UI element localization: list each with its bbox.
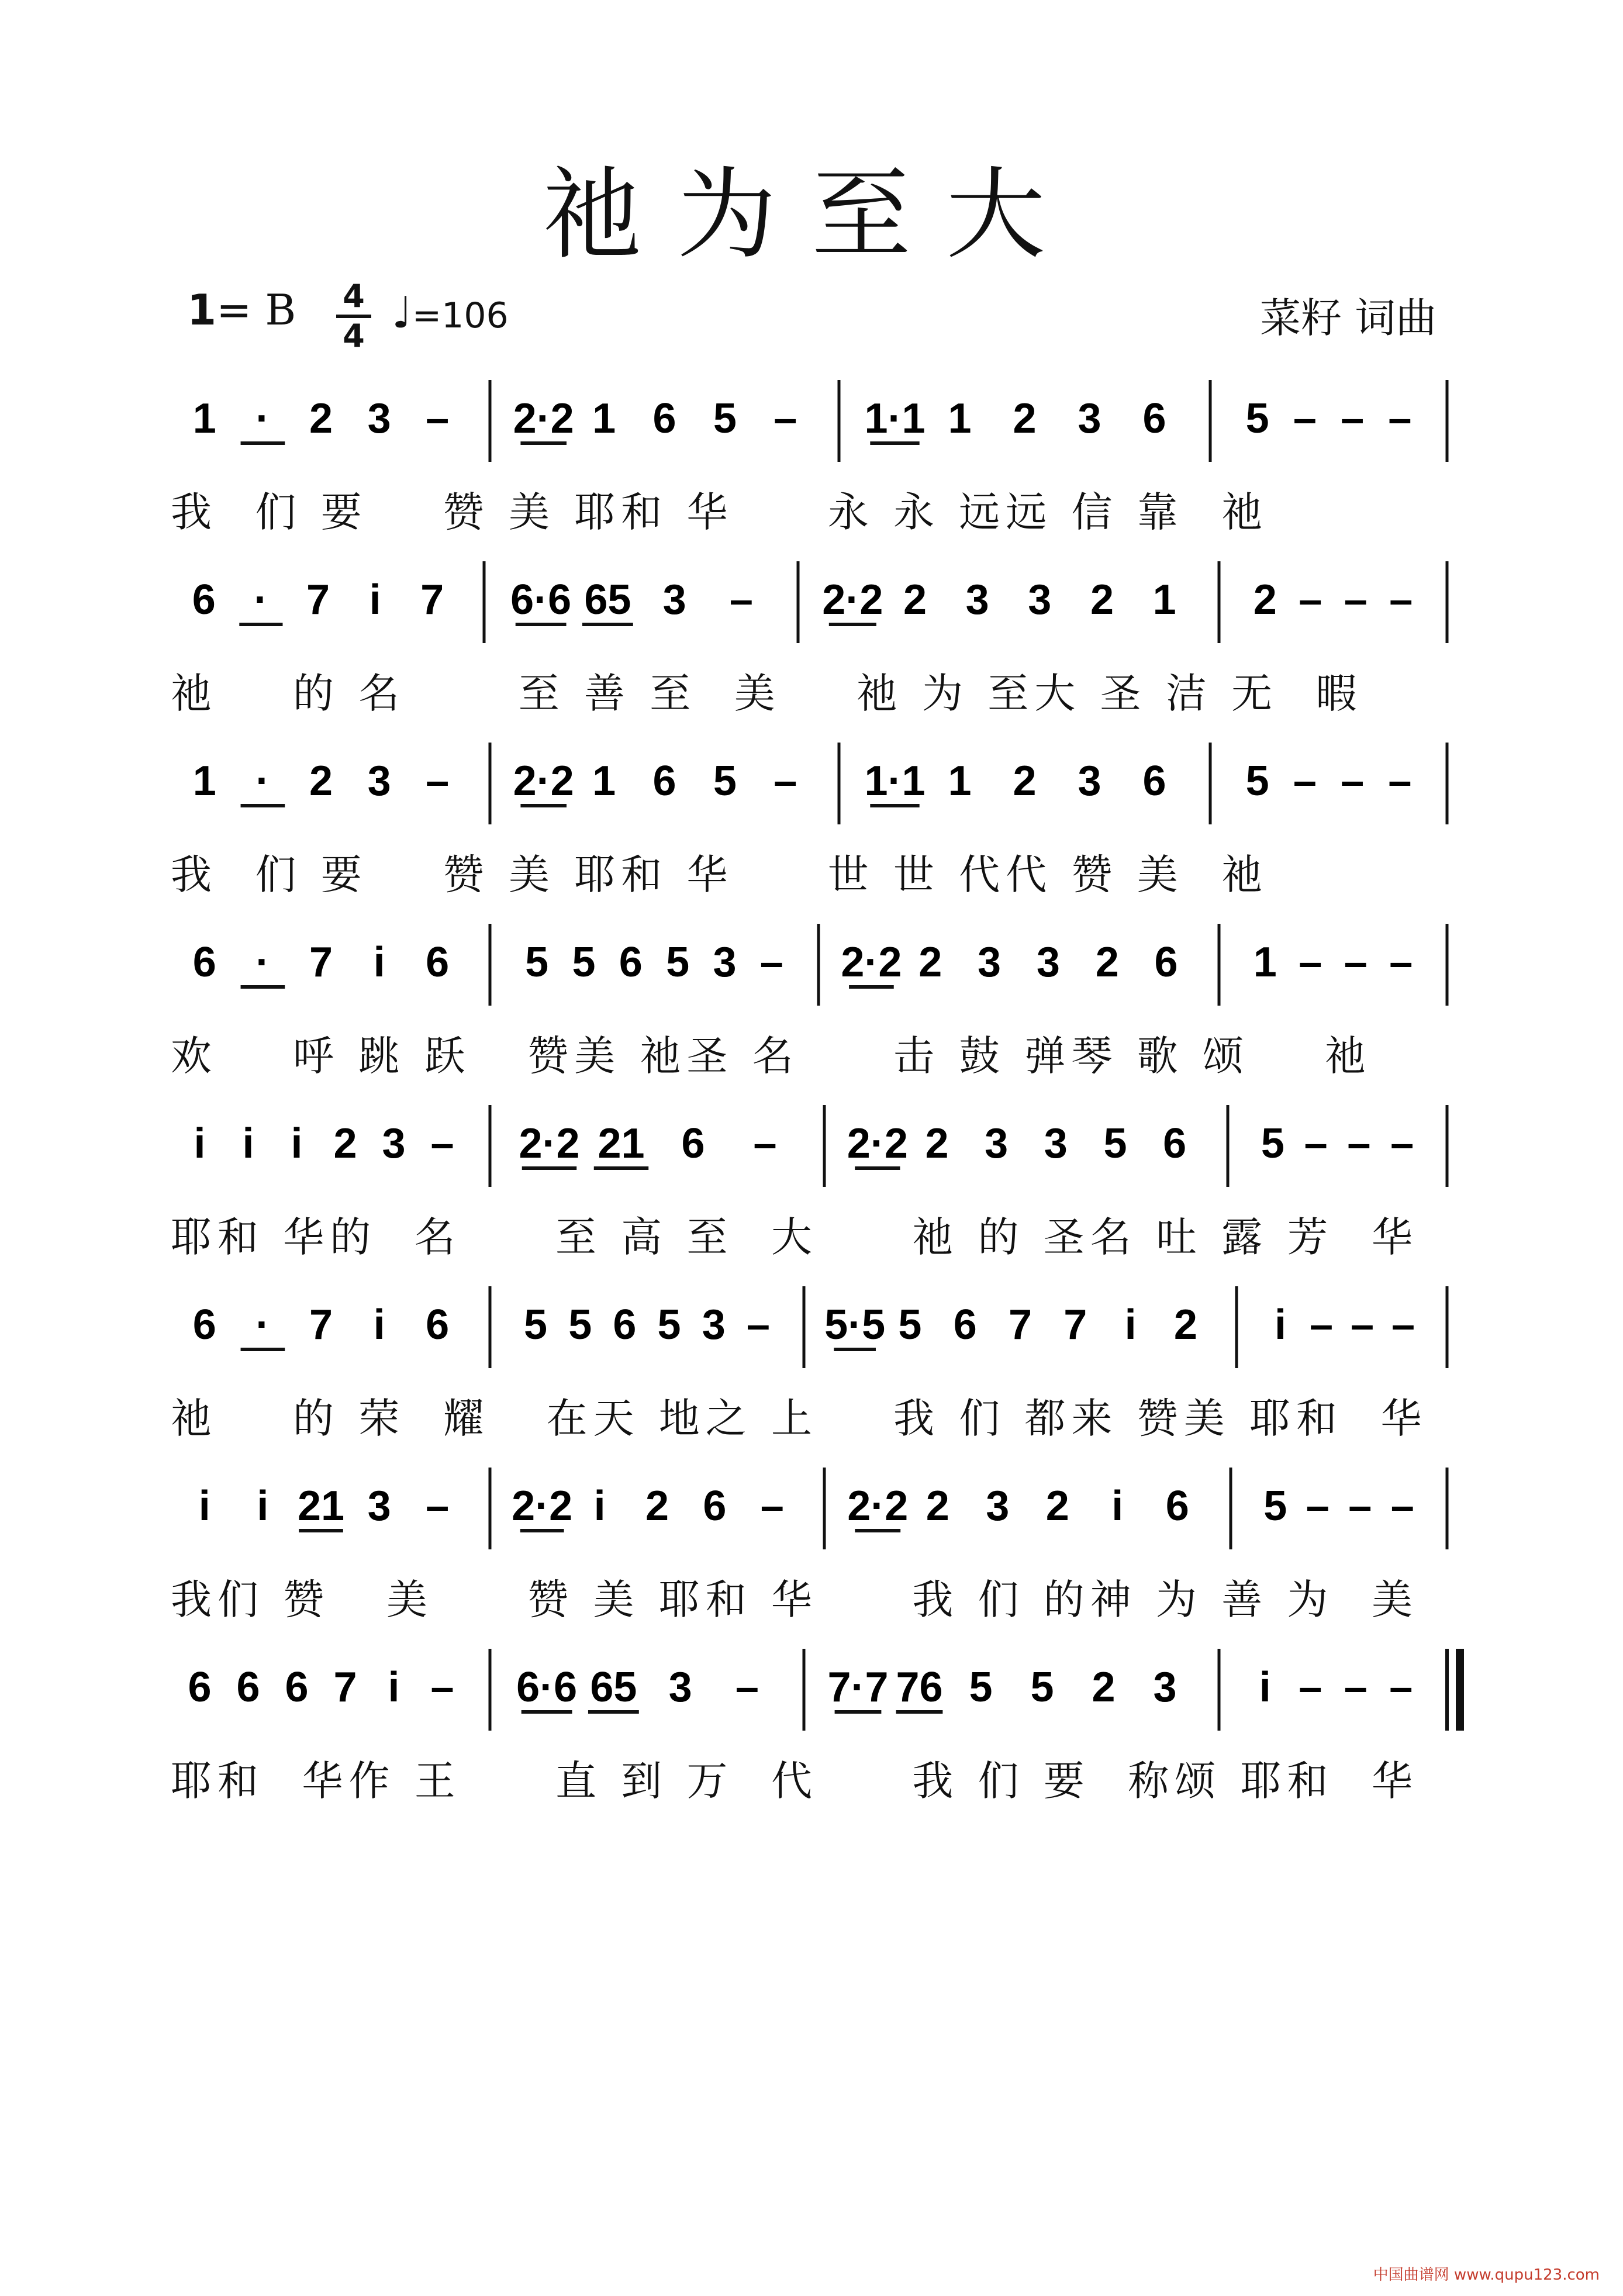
note: 7 xyxy=(333,1664,357,1711)
note: 5 xyxy=(1245,758,1269,805)
note: 3 xyxy=(668,1664,692,1711)
note: 7 xyxy=(1063,1301,1087,1348)
note: 7 xyxy=(309,939,333,986)
dash-note: – xyxy=(1390,1483,1414,1529)
time-signature xyxy=(336,279,371,353)
key-letter: B xyxy=(265,285,296,334)
note: 6 xyxy=(652,758,676,805)
note: 2 xyxy=(309,758,333,805)
note: 3 xyxy=(1044,1120,1068,1167)
dash-note: – xyxy=(426,395,450,442)
quarter-note-icon: ♩ xyxy=(392,288,412,338)
page-title: 祂为至大 xyxy=(542,157,1080,273)
note: 5 xyxy=(713,395,737,442)
note: 2 xyxy=(333,1120,357,1167)
note: 65 xyxy=(590,1664,637,1711)
note: 6 xyxy=(426,939,450,986)
note: 5 xyxy=(969,1664,993,1711)
note: 21 xyxy=(598,1120,645,1167)
dash-note: – xyxy=(430,1120,454,1167)
note: 6 xyxy=(192,1301,216,1348)
dash-note: – xyxy=(1390,1120,1414,1167)
note: 2·2 xyxy=(822,576,883,623)
note: 3 xyxy=(367,395,391,442)
notation-line xyxy=(0,1456,1623,1561)
note: 1 xyxy=(1152,576,1176,623)
dash-note: – xyxy=(760,1483,784,1529)
note: · xyxy=(254,576,268,623)
note: 6 xyxy=(192,576,216,623)
note: 6 xyxy=(285,1664,309,1711)
note: 1 xyxy=(948,758,972,805)
note: 3 xyxy=(1153,1664,1177,1711)
note: 6 xyxy=(1142,395,1166,442)
note: 3 xyxy=(986,1483,1010,1529)
note: 6 xyxy=(681,1120,705,1167)
note: i xyxy=(1124,1301,1137,1348)
note: 3 xyxy=(367,1483,391,1529)
note: 2 xyxy=(1045,1483,1069,1529)
note: 6 xyxy=(1165,1483,1189,1529)
note: 7 xyxy=(309,1301,333,1348)
note: 6 xyxy=(1142,758,1166,805)
key-do: 1 xyxy=(187,285,217,334)
note: 5 xyxy=(572,939,596,986)
time-top: 4 xyxy=(343,278,365,315)
note: 76 xyxy=(896,1664,943,1711)
note: i xyxy=(1111,1483,1124,1529)
note: 7 xyxy=(420,576,444,623)
dash-note: – xyxy=(1389,1664,1413,1711)
note: 5 xyxy=(657,1301,681,1348)
dash-note: – xyxy=(1389,939,1413,986)
note: i xyxy=(373,1301,385,1348)
note: 5 xyxy=(524,1301,548,1348)
notation-line xyxy=(0,1637,1623,1742)
dash-note: – xyxy=(1344,1664,1368,1711)
note: i xyxy=(194,1120,206,1167)
note: · xyxy=(255,939,270,986)
note: 2·2 xyxy=(513,395,574,442)
dash-note: – xyxy=(426,758,450,805)
notation-line xyxy=(0,912,1623,1017)
note: 1·1 xyxy=(864,395,926,442)
note: 2 xyxy=(926,1483,949,1529)
note: 1 xyxy=(192,395,216,442)
dash-note: – xyxy=(1348,1483,1372,1529)
note: · xyxy=(255,1301,270,1348)
dash-note: – xyxy=(1389,576,1413,623)
dash-note: – xyxy=(759,939,783,986)
dash-note: – xyxy=(1341,758,1365,805)
note: i xyxy=(1259,1664,1271,1711)
dash-note: – xyxy=(1350,1301,1375,1348)
note: 3 xyxy=(713,939,737,986)
note: 2 xyxy=(1090,576,1114,623)
note: 65 xyxy=(584,576,631,623)
key-signature xyxy=(187,285,296,334)
note: i xyxy=(257,1483,269,1529)
note: 2 xyxy=(645,1483,669,1529)
dash-note: – xyxy=(430,1664,454,1711)
note: 2·2 xyxy=(513,758,574,805)
dash-note: – xyxy=(1309,1301,1334,1348)
dash-note: – xyxy=(1388,758,1412,805)
dash-note: – xyxy=(1391,1301,1415,1348)
dash-note: – xyxy=(773,758,797,805)
note: 1 xyxy=(1253,939,1277,986)
dash-note: – xyxy=(1306,1483,1330,1529)
composer-credit: 菜籽 词曲 xyxy=(1260,294,1437,342)
key-eq: = xyxy=(216,285,252,334)
note: i xyxy=(369,576,381,623)
note: 6 xyxy=(652,395,676,442)
notation-line xyxy=(0,1275,1623,1380)
note: 2 xyxy=(1173,1301,1197,1348)
lyrics-line: 我们 赞 美 赞 美 耶和 华 我 们 的神 为 善 为 美 xyxy=(171,1576,1419,1624)
note: 2 xyxy=(903,576,927,623)
time-bottom: 4 xyxy=(343,317,365,354)
note: 7 xyxy=(1008,1301,1032,1348)
dash-note: – xyxy=(1344,939,1368,986)
lyrics-line: 祂 的 名 至 善 至 美 祂 为 至大 圣 洁 无 暇 xyxy=(171,669,1363,717)
dash-note: – xyxy=(729,576,753,623)
dash-note: – xyxy=(1293,395,1317,442)
lyrics-line: 我 们 要 赞 美 耶和 华 世 世 代代 赞 美 祂 xyxy=(171,851,1269,899)
note: 5 xyxy=(666,939,690,986)
note: 5 xyxy=(568,1301,592,1348)
dash-note: – xyxy=(1299,576,1322,623)
dash-note: – xyxy=(746,1301,770,1348)
notation-line xyxy=(0,731,1623,836)
note: 1 xyxy=(592,395,616,442)
tempo-value: =106 xyxy=(412,295,509,336)
lyrics-line: 耶和 华的 名 至 高 至 大 祂 的 圣名 吐 露 芳 华 xyxy=(171,1213,1419,1261)
note: 3 xyxy=(985,1120,1009,1167)
note: 7·7 xyxy=(827,1664,889,1711)
note: 2·2 xyxy=(519,1120,580,1167)
note: 2·2 xyxy=(847,1120,908,1167)
note: 5 xyxy=(898,1301,922,1348)
note: i xyxy=(198,1483,210,1529)
note: 5 xyxy=(1263,1483,1287,1529)
note: 6 xyxy=(236,1664,260,1711)
note: i xyxy=(373,939,385,986)
note: 6 xyxy=(613,1301,637,1348)
note: 21 xyxy=(297,1483,345,1529)
note: 3 xyxy=(1028,576,1052,623)
note: 2·2 xyxy=(841,939,902,986)
dash-note: – xyxy=(773,395,797,442)
note: 2 xyxy=(925,1120,949,1167)
note: 1·1 xyxy=(864,758,926,805)
tempo-marking xyxy=(392,288,509,338)
note: 6 xyxy=(192,939,216,986)
dash-note: – xyxy=(1388,395,1412,442)
dash-note: – xyxy=(1347,1120,1371,1167)
note: 5 xyxy=(1103,1120,1127,1167)
watermark: 中国曲谱网 www.qupu123.com xyxy=(1373,2266,1600,2284)
note: i xyxy=(593,1483,606,1529)
note: 3 xyxy=(382,1120,406,1167)
dash-note: – xyxy=(1344,576,1368,623)
note: 1 xyxy=(948,395,972,442)
notation-line xyxy=(0,368,1623,474)
note: 3 xyxy=(978,939,1002,986)
note: 3 xyxy=(965,576,989,623)
note: 5 xyxy=(525,939,549,986)
note: 2 xyxy=(918,939,942,986)
dash-note: – xyxy=(426,1483,450,1529)
dash-note: – xyxy=(1293,758,1317,805)
note: 5 xyxy=(1030,1664,1054,1711)
note: i xyxy=(291,1120,303,1167)
note: 2·2 xyxy=(512,1483,573,1529)
lyrics-line: 祂 的 荣 耀 在天 地之 上 我 们 都来 赞美 耶和 华 xyxy=(171,1394,1428,1442)
note: 3 xyxy=(1078,395,1101,442)
note: 6·6 xyxy=(510,576,572,623)
lyrics-line: 欢 呼 跳 跃 赞美 祂圣 名 击 鼓 弹琴 歌 颂 祂 xyxy=(171,1032,1372,1080)
note: 2 xyxy=(309,395,333,442)
note: i xyxy=(388,1664,400,1711)
note: 6 xyxy=(426,1301,450,1348)
note: 6 xyxy=(188,1664,212,1711)
note: 2 xyxy=(1253,576,1277,623)
note: 6 xyxy=(703,1483,727,1529)
note: 6·6 xyxy=(516,1664,578,1711)
note: 5 xyxy=(713,758,737,805)
note: 3 xyxy=(367,758,391,805)
notation-line xyxy=(0,1093,1623,1199)
note: i xyxy=(1274,1301,1287,1348)
lyrics-line: 耶和 华作 王 直 到 万 代 我 们 要 称颂 耶和 华 xyxy=(171,1757,1419,1805)
dash-note: – xyxy=(1304,1120,1328,1167)
note: 2 xyxy=(1095,939,1119,986)
dash-note: – xyxy=(753,1120,777,1167)
note: 6 xyxy=(1163,1120,1187,1167)
note: · xyxy=(255,758,270,805)
note: 2 xyxy=(1092,1664,1116,1711)
note: 6 xyxy=(953,1301,977,1348)
dash-note: – xyxy=(1299,1664,1322,1711)
note: 2 xyxy=(1013,758,1037,805)
note: 3 xyxy=(702,1301,726,1348)
note: · xyxy=(255,395,270,442)
notation-line xyxy=(0,550,1623,655)
note: 1 xyxy=(192,758,216,805)
note: 6 xyxy=(619,939,643,986)
note: 3 xyxy=(662,576,686,623)
note: 2·2 xyxy=(847,1483,909,1529)
dash-note: – xyxy=(1299,939,1322,986)
dash-note: – xyxy=(735,1664,759,1711)
note: 5 xyxy=(1245,395,1269,442)
note: 6 xyxy=(1154,939,1178,986)
note: 5 xyxy=(1261,1120,1284,1167)
note: 2 xyxy=(1013,395,1037,442)
note: 7 xyxy=(306,576,330,623)
note: 5·5 xyxy=(824,1301,886,1348)
lyrics-line: 我 们 要 赞 美 耶和 华 永 永 远远 信 靠 祂 xyxy=(171,488,1269,536)
note: 3 xyxy=(1078,758,1101,805)
note: 3 xyxy=(1036,939,1060,986)
note: 1 xyxy=(592,758,616,805)
dash-note: – xyxy=(1341,395,1365,442)
note: i xyxy=(242,1120,254,1167)
